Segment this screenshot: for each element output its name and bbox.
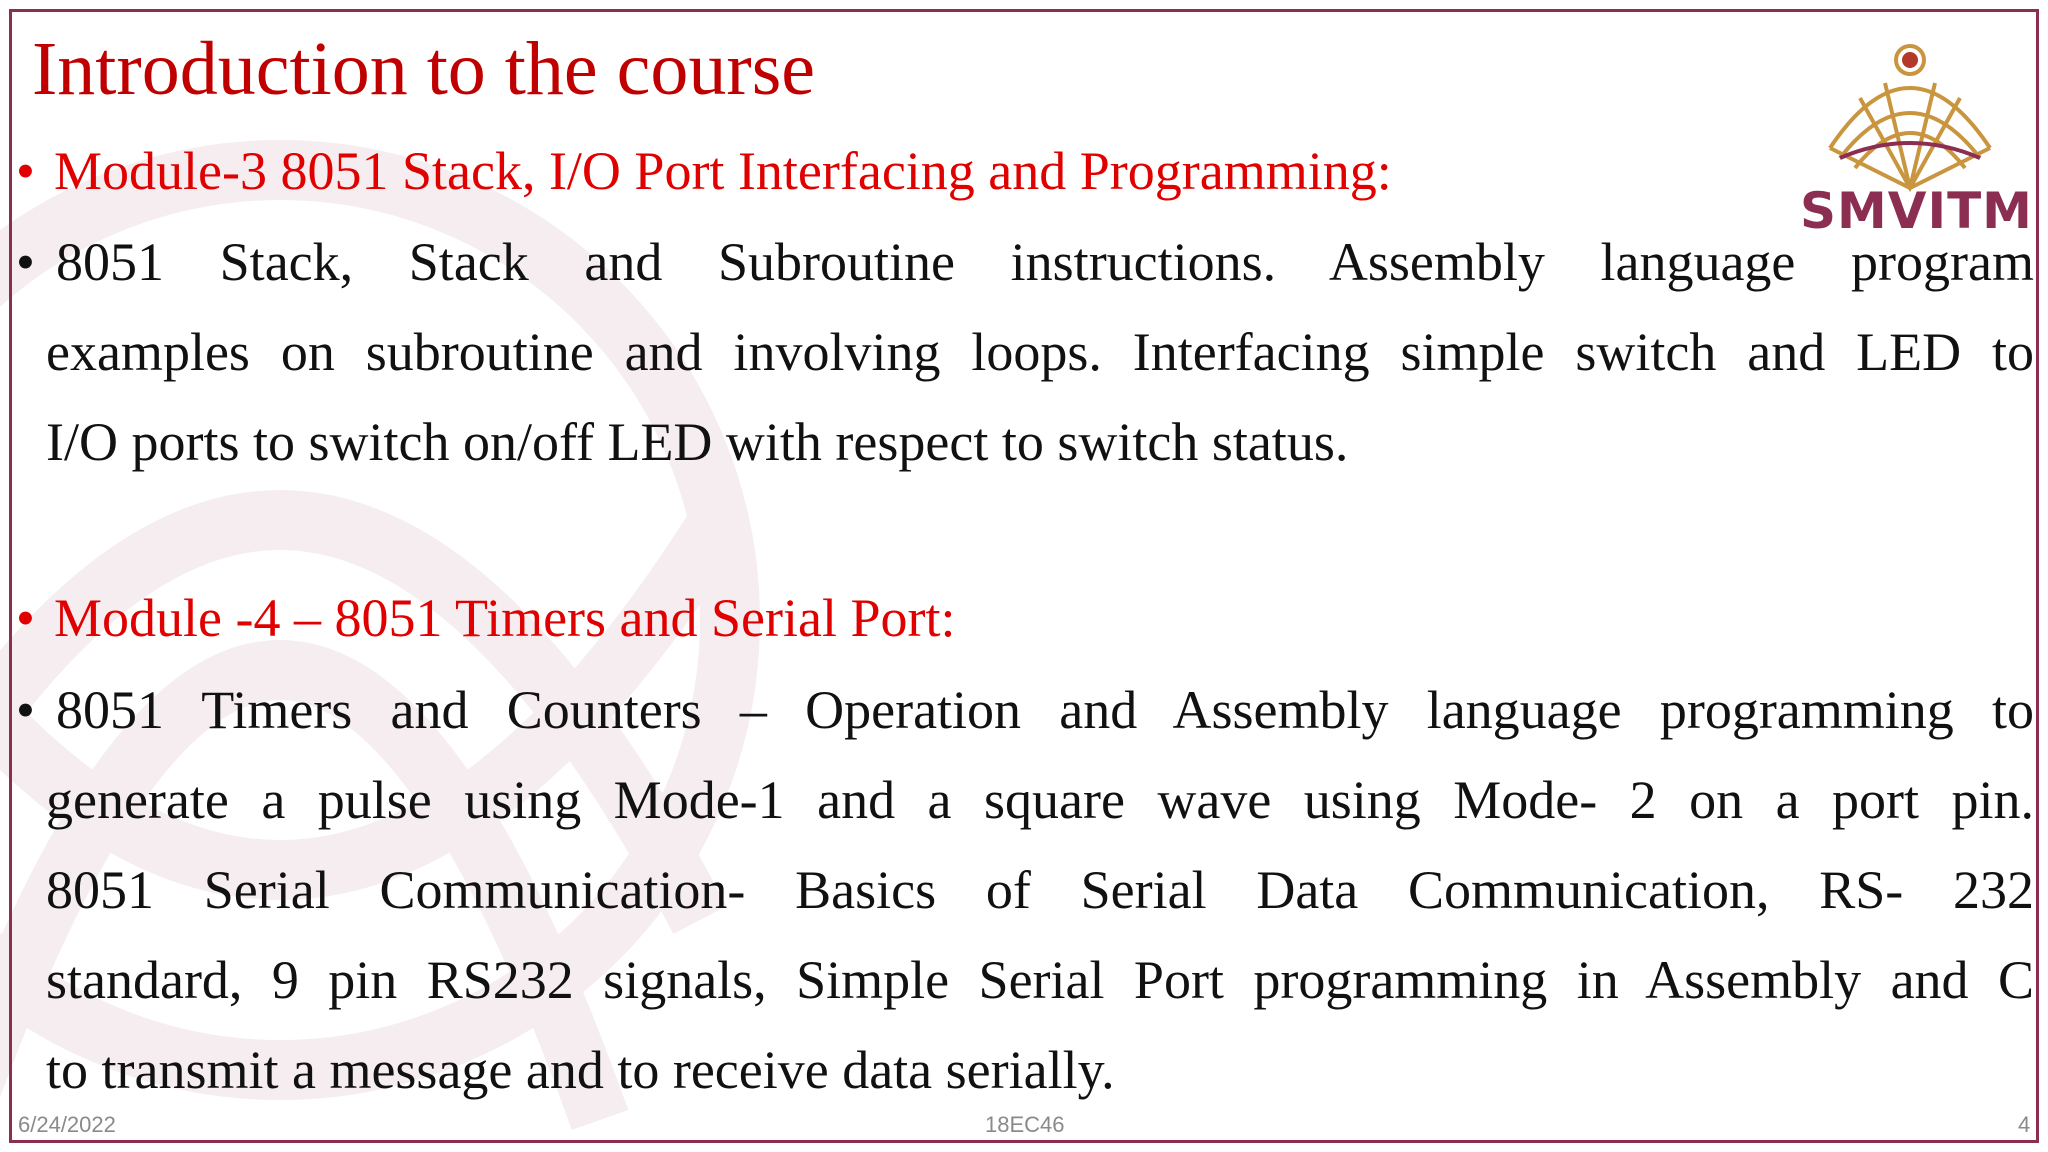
module4-heading-text: Module -4 – 8051 Timers and Serial Port: <box>54 588 956 648</box>
slide-title: Introduction to the course <box>32 27 816 111</box>
module4-line-4: standard, 9 pin RS232 signals, Simple Serial Port programming in Assembly and C <box>46 950 2034 1010</box>
module4-description-text <box>46 665 2034 1115</box>
bullet-icon: • <box>16 232 35 292</box>
bullet-icon: • <box>16 680 35 740</box>
module3-line-3: I/O ports to switch on/off LED with respect to switch status. <box>46 412 1349 472</box>
module4-line-3: 8051 Serial Communication- Basics of Serial Data Communication, RS- 232 <box>46 860 2034 920</box>
bullet-icon: • <box>16 588 35 648</box>
module4-description <box>16 665 2034 1115</box>
module3-description-text <box>46 217 2034 487</box>
module3-line-1: 8051 Stack, Stack and Subroutine instructions. Assembly language program <box>56 232 2034 292</box>
module3-line-2: examples on subroutine and involving loops. Interfacing simple switch and LED to <box>46 322 2034 382</box>
module4-line-5: to transmit a message and to receive data serially. <box>46 1040 1115 1100</box>
footer-date: 6/24/2022 <box>18 1112 116 1137</box>
footer-course-code: 18EC46 <box>985 1112 1065 1137</box>
module3-heading-text: Module-3 8051 Stack, I/O Port Interfacing and Programming: <box>54 141 1392 201</box>
module4-line-2: generate a pulse using Mode-1 and a square wave using Mode- 2 on a port pin. <box>46 770 2034 830</box>
bullet-icon: • <box>16 141 35 201</box>
module4-line-1: 8051 Timers and Counters – Operation and Assembly language programming to <box>56 680 2034 740</box>
footer-page-number: 4 <box>2018 1112 2031 1137</box>
module3-description <box>16 217 2034 487</box>
logo-wordmark: SMVITM <box>1800 182 2033 240</box>
